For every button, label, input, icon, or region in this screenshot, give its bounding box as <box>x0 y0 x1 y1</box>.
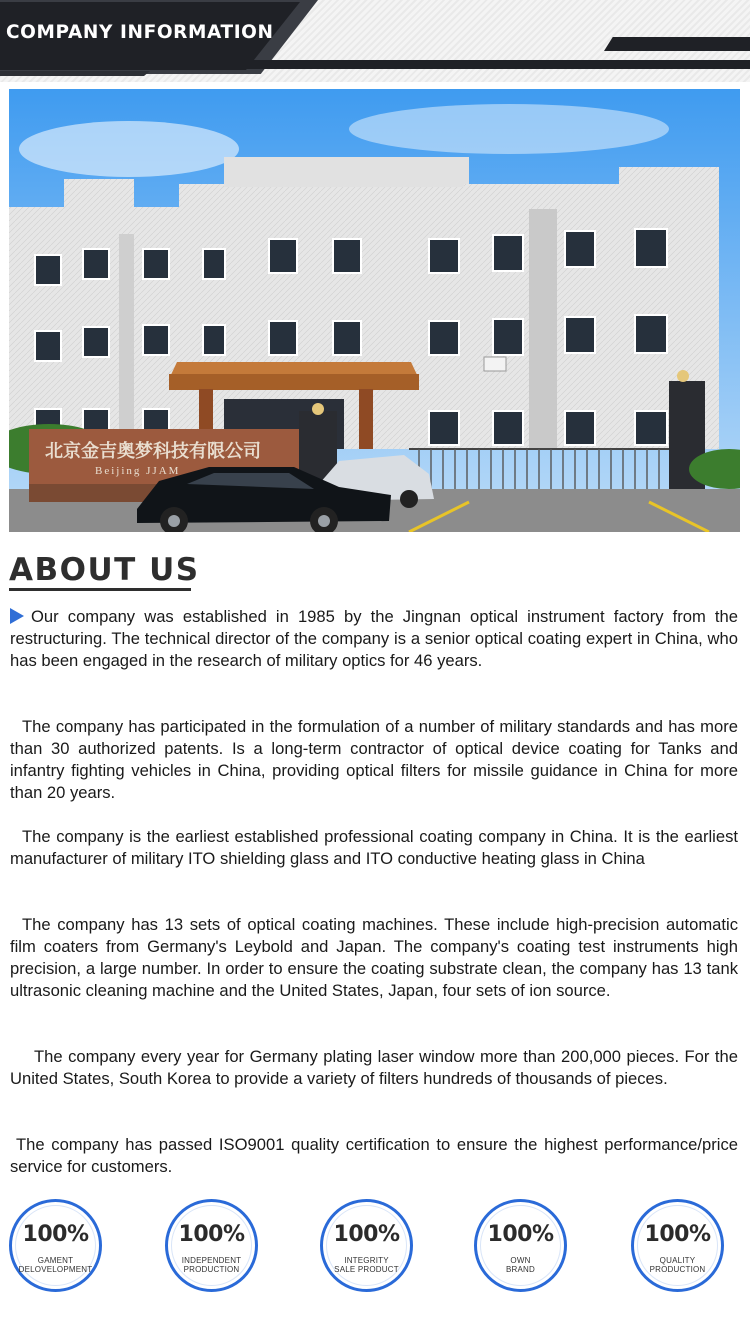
about-paragraph: Our company was established in 1985 by the Jingnan optical instrument factory from the restructuring. The technical director of the company is a senior optical coating expert in China, who has been engaged in the research of military optics for 46 years. <box>10 607 738 670</box>
badge-garment-development <box>9 1199 102 1292</box>
badge-label-line1: QUALITY <box>659 1256 696 1265</box>
sign-english-text: Beijing JJAM <box>95 465 181 477</box>
about-paragraph: The company has participated in the formulation of a number of military standards and has more than 30 authorized patents. Is a long-term contractor of optical device coating for Tanks and infantry fighting vehicles in China, providing optical filters for missile guidance in China for more than 20 years. <box>10 717 738 802</box>
badge-label-line2: SALE PRODUCT <box>334 1265 399 1274</box>
badge-label-line1: GAMENT <box>37 1256 74 1265</box>
section-header <box>0 0 750 82</box>
badge-own-brand <box>474 1199 567 1292</box>
badge-label-line2: PRODUCTION <box>649 1265 706 1274</box>
header-rule-thin <box>0 71 150 76</box>
badge-integrity-sale-product <box>320 1199 413 1292</box>
about-heading-underline <box>9 588 191 591</box>
badge-quality-production <box>631 1199 724 1292</box>
header-rule <box>0 60 750 69</box>
badge-label-line2: PRODUCTION <box>183 1265 240 1274</box>
badge-independent-production <box>165 1199 258 1292</box>
badge-label-line2: DELOVELOPMENT <box>18 1265 93 1274</box>
about-paragraph: The company is the earliest established professional coating company in China. It is the earliest manufacturer of military ITO shielding glass and ITO conductive heating glass in China <box>10 827 738 868</box>
badge-label-line1: OWN <box>510 1256 531 1265</box>
header-accent-bar <box>604 37 750 51</box>
badge-value: 100% <box>333 1222 400 1247</box>
badge-label-line1: INDEPENDENT <box>181 1256 242 1265</box>
company-building-photo <box>9 89 740 532</box>
badge-value: 100% <box>644 1222 711 1247</box>
about-paragraph: The company every year for Germany plating laser window more than 200,000 pieces. For the United States, South Korea to provide a variety of filters hundreds of thousands of pieces. <box>10 1047 738 1088</box>
play-arrow-icon <box>10 608 24 624</box>
badge-label-line1: INTEGRITY <box>344 1256 389 1265</box>
about-paragraph: The company has 13 sets of optical coating machines. These include high-precision automatic film coaters from Germany's Leybold and Japan. The company's coating test instruments high precision, a large number. In order to ensure the coating substrate clean, the company has 13 tank ultrasonic cleaning machine and the United States, Japan, four sets of ion source. <box>10 915 738 1000</box>
about-paragraph: The company has passed ISO9001 quality certification to ensure the highest performance/price service for customers. <box>10 1135 738 1176</box>
sign-chinese-text: 北京金吉奥梦科技有限公司 <box>45 441 261 462</box>
badge-value: 100% <box>22 1222 89 1247</box>
section-title: COMPANY INFORMATION <box>6 22 274 43</box>
badge-label-line2: BRAND <box>505 1265 535 1274</box>
badge-value: 100% <box>178 1222 245 1247</box>
about-heading: ABOUT US <box>9 552 200 588</box>
badge-value: 100% <box>487 1222 554 1247</box>
